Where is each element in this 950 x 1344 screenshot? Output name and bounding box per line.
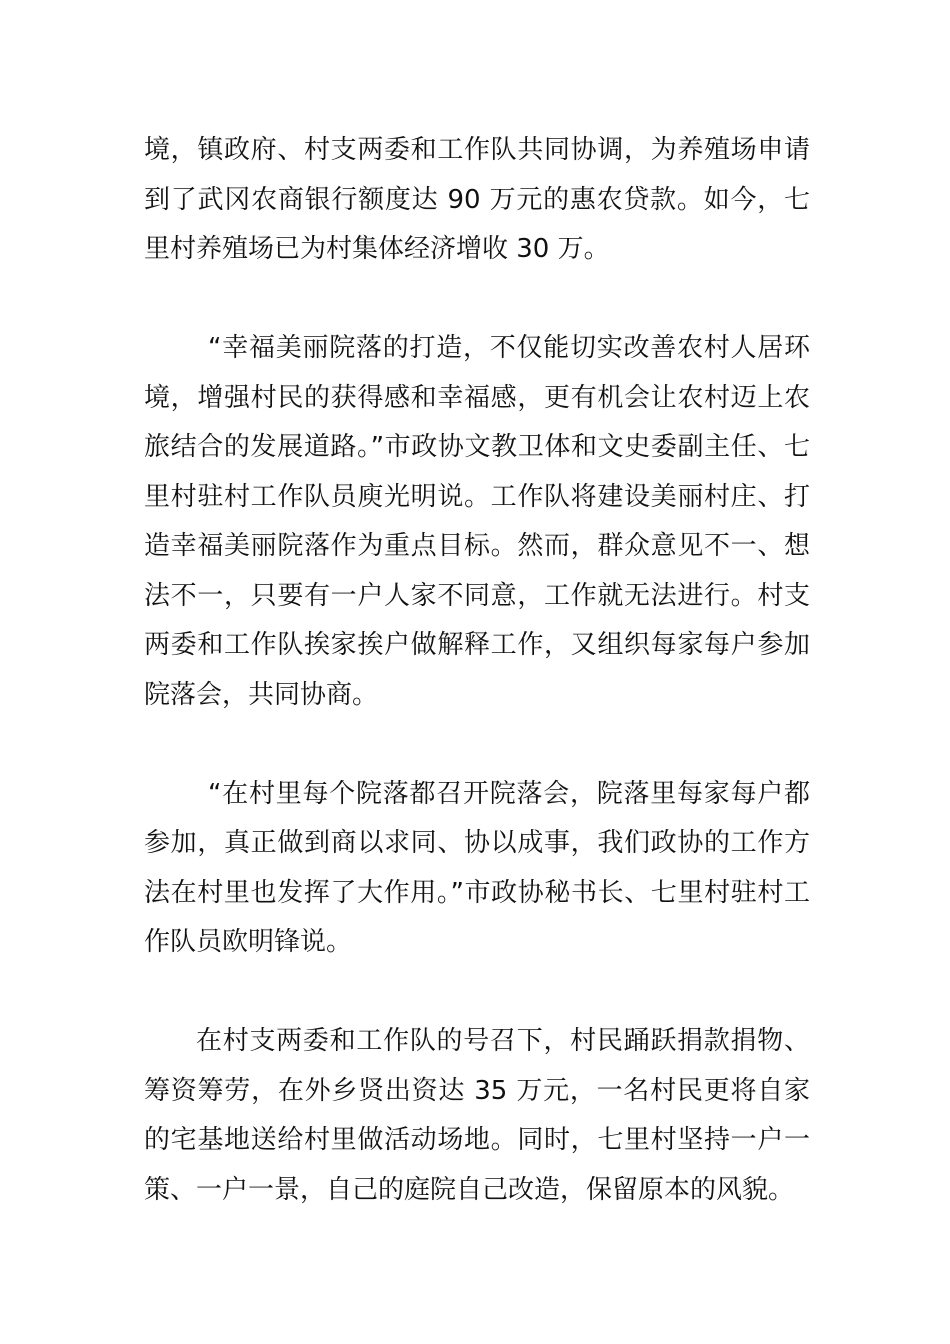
paragraph-villager-contribution: 在村支两委和工作队的号召下，村民踊跃捐款捐物、筹资筹劳，在外乡贤出资达 35 万元，一名村民更将自家的宅基地送给村里做活动场地。同时，七里村坚持一户一策、一户一景，自己的庭院自己改造，保留原本的风貌。 (144, 1026, 810, 1205)
paragraph-meeting-quote: “在村里每个院落都召开院落会，院落里每家每户都参加，真正做到商以求同、协以成事，我们政协的工作方法在村里也发挥了大作用。”市政协秘书长、七里村驻村工作队员欧明锋说。 (144, 778, 810, 957)
document-body (144, 126, 810, 1215)
paragraph-loan-continuation: 境，镇政府、村支两委和工作队共同协调，为养殖场申请到了武冈农商银行额度达 90 万元的惠农贷款。如今，七里村养殖场已为村集体经济增收 30 万。 (144, 135, 810, 264)
paragraph-courtyard-quote: “幸福美丽院落的打造，不仅能切实改善农村人居环境，增强村民的获得感和幸福感，更有机会让农村迈上农旅结合的发展道路。”市政协文教卫体和文史委副主任、七里村驻村工作队员庾光明说。工作队将建设美丽村庄、打造幸福美丽院落作为重点目标。然而，群众意见不一、想法不一，只要有一户人家不同意，工作就无法进行。村支两委和工作队挨家挨户做解释工作，又组织每家每户参加院落会，共同协商。 (144, 333, 810, 710)
